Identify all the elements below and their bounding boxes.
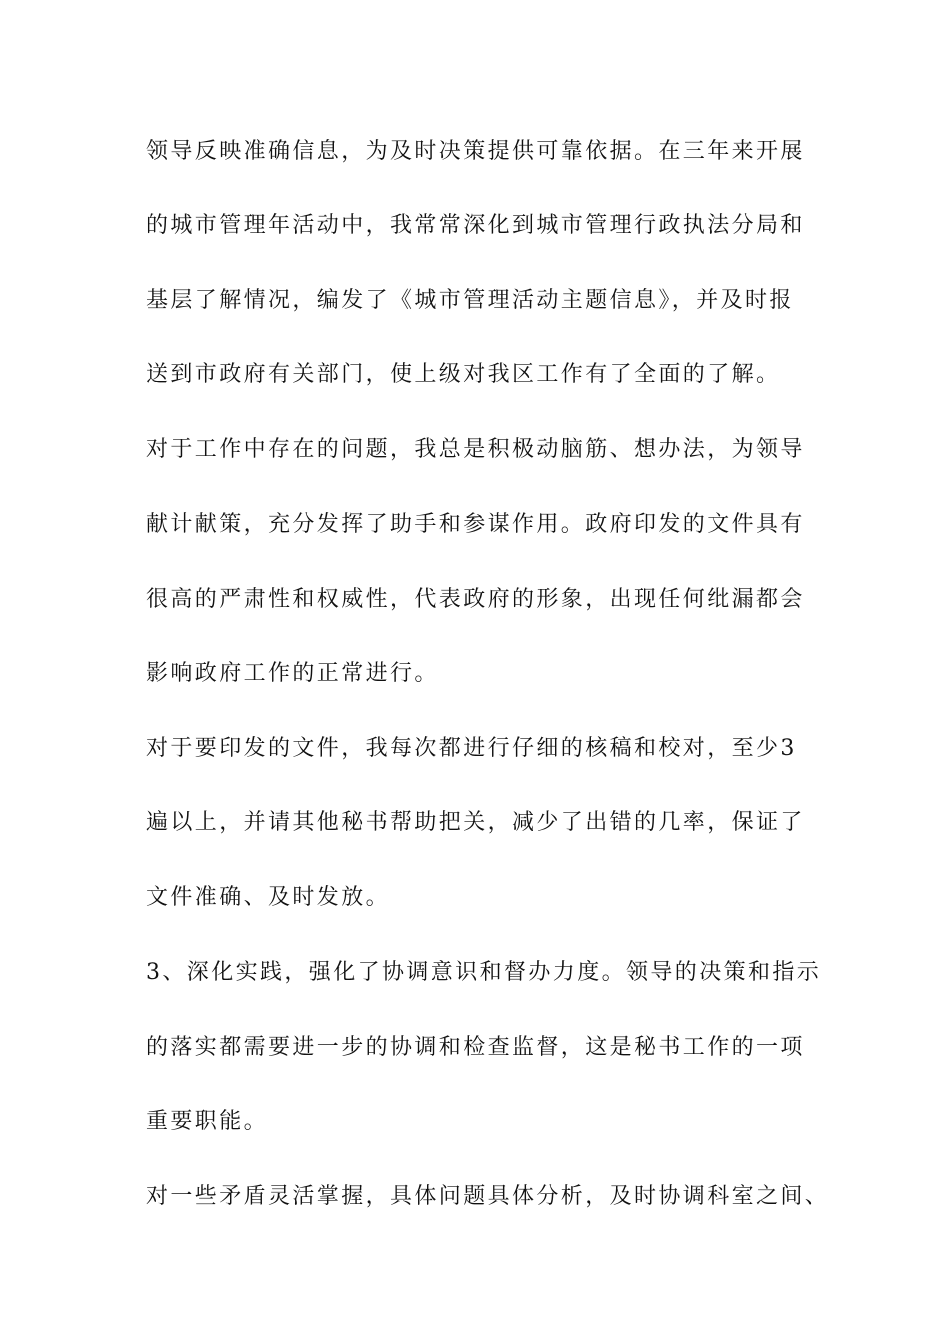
text-line: 影响政府工作的正常进行。 bbox=[146, 661, 439, 686]
text-line: 遍以上，并请其他秘书帮助把关，减少了出错的几率，保证了 bbox=[146, 810, 805, 835]
text-line: 的落实都需要进一步的协调和检查监督，这是秘书工作的一项 bbox=[146, 1035, 805, 1060]
text-line: 献计献策，充分发挥了助手和参谋作用。政府印发的文件具有 bbox=[146, 512, 805, 537]
text-line: 重要职能。 bbox=[146, 1109, 269, 1134]
text-line: 文件准确、及时发放。 bbox=[146, 885, 391, 910]
text-line: 很高的严肃性和权威性，代表政府的形象，出现任何纰漏都会 bbox=[146, 587, 805, 612]
text-line: 领导反映准确信息，为及时决策提供可靠依据。在三年来开展 bbox=[146, 139, 805, 164]
text-line: 的城市管理年活动中，我常常深化到城市管理行政执法分局和 bbox=[146, 213, 805, 238]
text-line: 对一些矛盾灵活掌握，具体问题具体分析，及时协调科室之间、 bbox=[146, 1184, 830, 1209]
text-line: 对于工作中存在的问题，我总是积极动脑筋、想办法，为领导 bbox=[146, 437, 805, 462]
text-line: 对于要印发的文件，我每次都进行仔细的核稿和校对，至少3 bbox=[146, 736, 797, 761]
text-line: 送到市政府有关部门，使上级对我区工作有了全面的了解。 bbox=[146, 362, 781, 387]
text-line: 基层了解情况，编发了《城市管理活动主题信息》，并及时报 bbox=[146, 288, 794, 313]
text-line: 3、深化实践，强化了协调意识和督办力度。领导的决策和指示 bbox=[146, 960, 822, 985]
